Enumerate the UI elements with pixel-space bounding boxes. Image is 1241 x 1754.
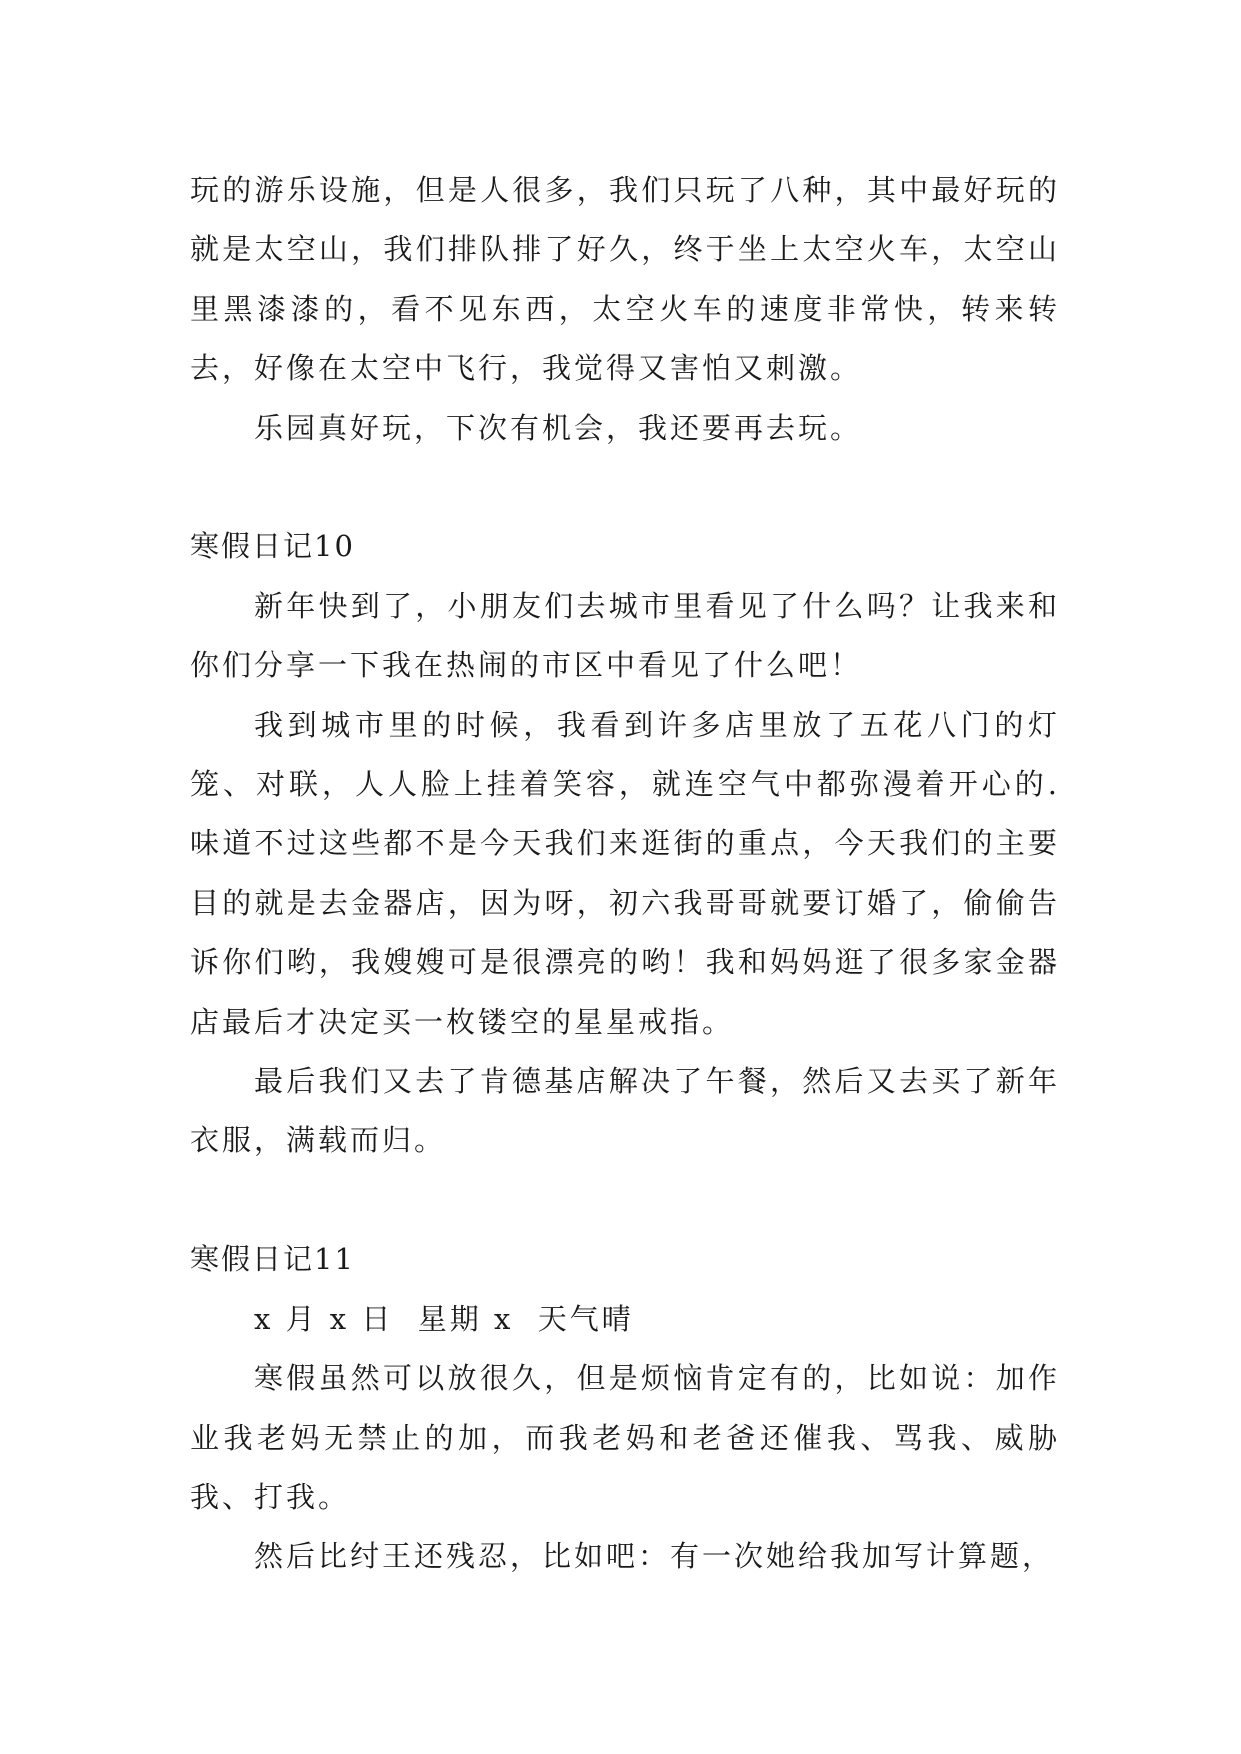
diary-11-title: 寒假日记11 (190, 1242, 355, 1277)
document-body (190, 161, 1060, 1587)
diary-11-paragraph-2: 然后比纣王还残忍，比如吧：有一次她给我加写计算题， (254, 1539, 1055, 1574)
diary-11-paragraph-1: 寒假虽然可以放很久，但是烦恼肯定有的，比如说：加作业我老妈无禁止的加，而我老妈和老爸还催我、骂我、威胁我、打我。 (190, 1361, 1060, 1514)
paragraph-closing: 乐园真好玩，下次有机会，我还要再去玩。 (254, 410, 863, 445)
diary-10-paragraph-1: 新年快到了，小朋友们去城市里看见了什么吗？让我来和你们分享一下我在热闹的市区中看见了什么吧！ (190, 588, 1060, 683)
diary-10-paragraph-2: 我到城市里的时候，我看到许多店里放了五花八门的灯笼、对联，人人脸上挂着笑容，就连空气中都弥漫着开心的.味道不过这些都不是今天我们来逛街的重点，今天我们的主要目的就是去金器店，因为呀，初六我哥哥就要订婚了，偷偷告诉你们哟，我嫂嫂可是很漂亮的哟！我和妈妈逛了很多家金器店最后才决定买一枚镂空的星星戒指。 (190, 707, 1060, 1039)
diary-10-title: 寒假日记10 (190, 529, 355, 564)
diary-11-date-line: x 月 x 日 星期 x 天气晴 (254, 1301, 634, 1336)
paragraph-continued: 玩的游乐设施，但是人很多，我们只玩了八种，其中最好玩的就是太空山，我们排队排了好久，终于坐上太空火车，太空山里黑漆漆的，看不见东西，太空火车的速度非常快，转来转去，好像在太空中飞行，我觉得又害怕又刺激。 (190, 173, 1060, 386)
diary-10-paragraph-3: 最后我们又去了肯德基店解决了午餐，然后又去买了新年衣服，满载而归。 (190, 1064, 1060, 1158)
